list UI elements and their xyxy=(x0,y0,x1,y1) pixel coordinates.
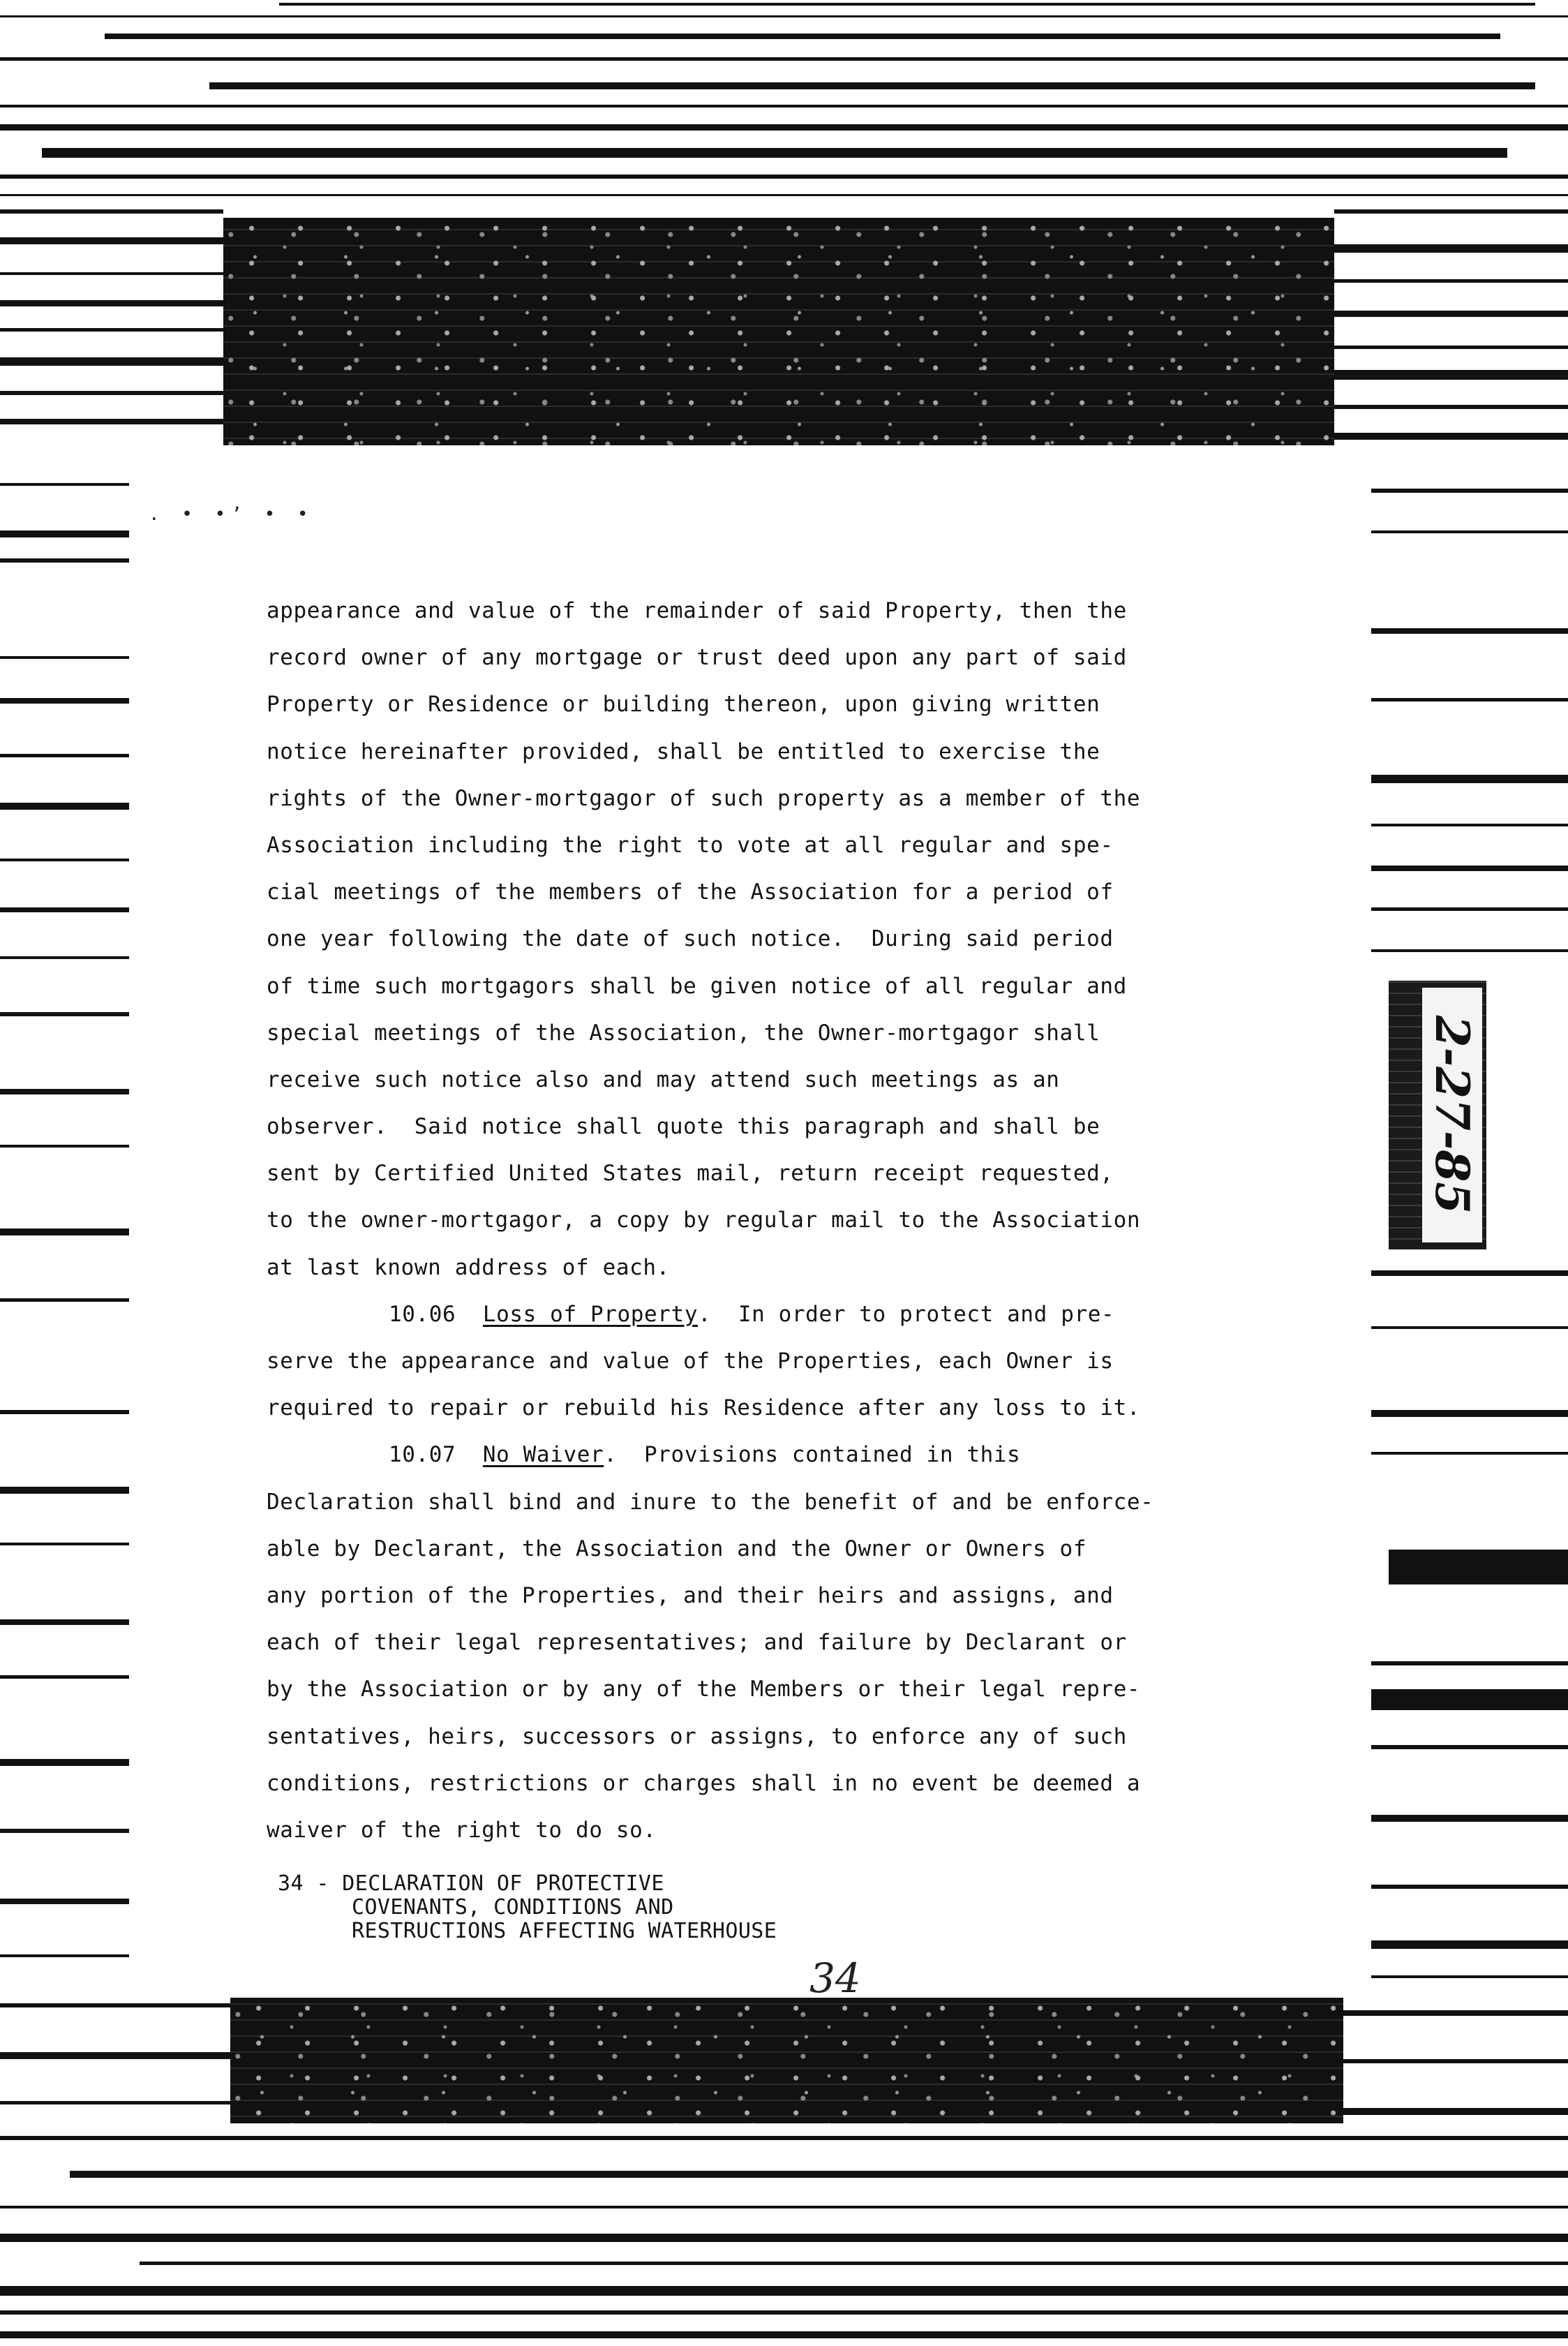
document-body xyxy=(267,588,1257,1854)
body-line: required to repair or rebuild his Residence after any loss to it. xyxy=(267,1395,1141,1421)
page-footer xyxy=(278,1872,777,1943)
footer-line: COVENANTS, CONDITIONS AND xyxy=(352,1895,674,1920)
body-line: to the owner-mortgagor, a copy by regular mail to the Association xyxy=(267,1208,1141,1233)
body-line: cial meetings of the members of the Association for a period of xyxy=(267,879,1114,905)
body-line: rights of the Owner-mortgagor of such property as a member of the xyxy=(267,785,1141,811)
footer-line: RESTRUCTIONS AFFECTING WATERHOUSE xyxy=(352,1919,777,1943)
section-number: 10.06 xyxy=(389,1301,456,1327)
header-marks: . • •’ • • xyxy=(149,504,314,525)
body-line: of time such mortgagors shall be given notice of all regular and xyxy=(267,973,1127,999)
body-line: serve the appearance and value of the Properties, each Owner is xyxy=(267,1349,1114,1374)
scan-noise-band-top xyxy=(223,218,1334,445)
body-line: at last known address of each. xyxy=(267,1254,670,1280)
section-1006-heading-line xyxy=(267,1291,1257,1338)
body-line: appearance and value of the remainder of said Property, then the xyxy=(267,598,1127,623)
section-heading: Loss of Property xyxy=(482,1301,699,1327)
body-line: Declaration shall bind and inure to the benefit of and be enforce- xyxy=(267,1489,1154,1515)
body-line: receive such notice also and may attend such meetings as an xyxy=(267,1067,1060,1092)
footer-line: 34 - DECLARATION OF PROTECTIVE xyxy=(278,1871,664,1896)
stamp-slot xyxy=(1422,988,1482,1242)
body-line: able by Declarant, the Association and the Owner or Owners of xyxy=(267,1536,1087,1561)
body-line: conditions, restrictions or charges shall in no event be deemed a xyxy=(267,1770,1141,1796)
body-line: Property or Residence or building thereon, upon giving written xyxy=(267,692,1100,718)
body-line: notice hereinafter provided, shall be entitled to exercise the xyxy=(267,738,1100,764)
body-line: Association including the right to vote at all regular and spe- xyxy=(267,832,1114,858)
section-line-rest: . In order to protect and pre- xyxy=(698,1301,1115,1327)
body-line: one year following the date of such notice. During said period xyxy=(267,926,1114,952)
body-line: sent by Certified United States mail, return receipt requested, xyxy=(267,1161,1114,1187)
body-line: any portion of the Properties, and their heirs and assigns, and xyxy=(267,1582,1114,1608)
section-number: 10.07 xyxy=(389,1442,456,1468)
body-line: special meetings of the Association, the Owner-mortgagor shall xyxy=(267,1020,1100,1046)
margin-date-stamp xyxy=(1389,981,1486,1249)
scan-noise-band-bottom xyxy=(230,1998,1343,2123)
section-heading: No Waiver xyxy=(482,1442,604,1468)
body-line: waiver of the right to do so. xyxy=(267,1817,657,1843)
body-line: observer. Said notice shall quote this paragraph and shall be xyxy=(267,1114,1100,1140)
section-1007-heading-line xyxy=(267,1432,1257,1478)
section-line-rest: . Provisions contained in this xyxy=(604,1442,1021,1468)
body-line: sentatives, heirs, successors or assigns, to enforce any of such xyxy=(267,1723,1127,1749)
body-line: each of their legal representatives; and failure by Declarant or xyxy=(267,1630,1127,1656)
stamp-date: 2-27-85 xyxy=(1425,1015,1479,1215)
body-line: by the Association or by any of the Members or their legal repre- xyxy=(267,1677,1141,1702)
body-line: record owner of any mortgage or trust deed upon any part of said xyxy=(267,645,1127,671)
handwritten-page-number: 34 xyxy=(809,1954,861,2002)
